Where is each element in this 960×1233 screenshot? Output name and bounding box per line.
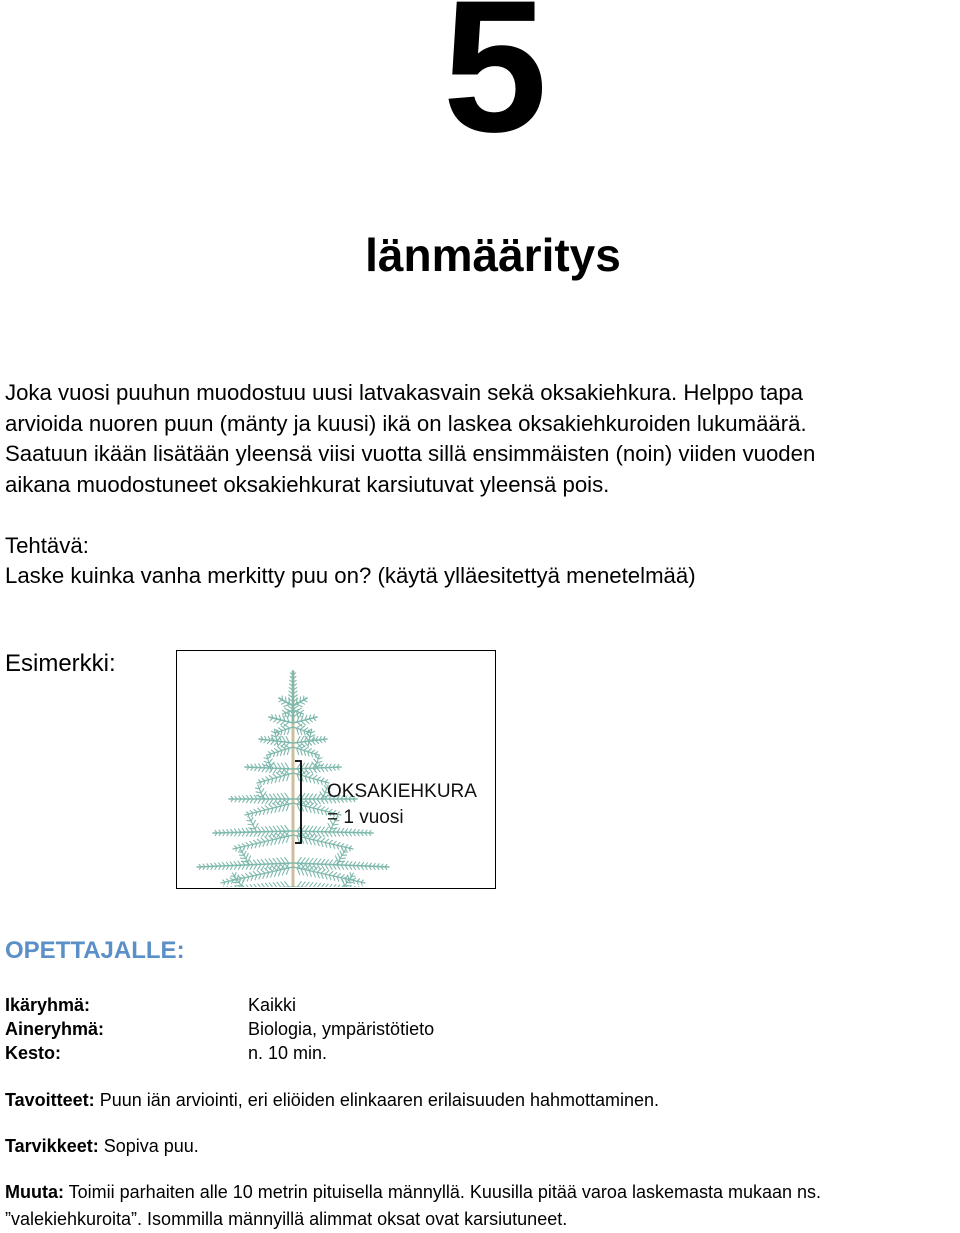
tree-needle xyxy=(250,885,254,887)
tree-needle xyxy=(321,807,325,810)
other-paragraph xyxy=(5,1179,960,1233)
tree-needle xyxy=(322,789,325,793)
tree-needle xyxy=(247,820,251,821)
tree-needle xyxy=(297,857,301,863)
tree-needle xyxy=(300,710,304,712)
tree-needle xyxy=(317,837,321,841)
goals-paragraph xyxy=(5,1087,960,1114)
tree-needle xyxy=(265,837,269,841)
tree-needle xyxy=(309,883,313,887)
tree-needle xyxy=(246,885,249,887)
tree-needle xyxy=(262,778,265,780)
tree-needle xyxy=(337,874,340,877)
tree-needle xyxy=(328,884,332,887)
tree-needle xyxy=(313,836,317,840)
tree-needle xyxy=(309,774,313,777)
tree-needle xyxy=(285,793,289,799)
tree-needle xyxy=(317,859,321,864)
tree-needle xyxy=(274,719,277,722)
intro-line: aikana muodostuneet oksakiehkurat karsiutuvat yleensä pois. xyxy=(5,471,610,497)
tree-needle xyxy=(297,882,301,887)
tree-needle xyxy=(321,884,325,887)
tree-needle xyxy=(269,883,273,887)
tree-needle xyxy=(258,808,261,811)
tree-needle xyxy=(254,840,257,843)
tree-needle xyxy=(304,728,308,731)
tree-needle xyxy=(321,838,325,842)
tree-needle xyxy=(308,749,312,752)
intro-line: arvioida nuoren puun (mänty ja kuusi) ikä on laskea oksakiehkuroiden lukumäärä. xyxy=(5,410,807,436)
page-title: länmääritys xyxy=(365,229,621,281)
tree-needle xyxy=(313,804,317,808)
tree-needle xyxy=(282,710,286,712)
tree-needle xyxy=(341,844,344,847)
tree-needle xyxy=(273,826,277,831)
meta-key: Kesto: xyxy=(5,1043,62,1063)
tree-needle xyxy=(284,724,289,728)
tree-needle xyxy=(266,777,269,780)
tree-needle xyxy=(265,859,269,864)
tree-needle xyxy=(285,857,289,863)
tree-needle xyxy=(277,826,281,831)
tree-needle xyxy=(309,719,312,722)
tree-needle xyxy=(279,700,283,702)
meta-value: n. 10 min. xyxy=(248,1043,328,1063)
tree-branch xyxy=(240,849,250,865)
tree-needle xyxy=(269,759,272,763)
tree-needle xyxy=(332,885,336,887)
tree-branch xyxy=(336,849,346,865)
goals-value: Puun iän arviointi, eri eliöiden elinkaaren erilaisuuden hahmottaminen. xyxy=(94,1090,660,1110)
tree-needle xyxy=(297,698,298,704)
tree-needle xyxy=(285,825,289,831)
tree-needle xyxy=(317,777,320,780)
meta-key: Aineryhmä: xyxy=(5,1019,105,1039)
tree-needle xyxy=(269,859,273,864)
tree-needle xyxy=(281,826,285,832)
supplies-value: Sopiva puu. xyxy=(98,1136,199,1156)
tree-needle xyxy=(269,804,273,808)
tree-needle xyxy=(304,747,308,750)
tree-needle xyxy=(314,759,317,763)
tree-needle xyxy=(265,806,269,809)
tree-needle xyxy=(277,858,281,863)
tree-needle xyxy=(317,883,321,887)
tree-needle xyxy=(325,870,329,874)
tree-needle xyxy=(258,884,262,887)
tree-needle xyxy=(273,883,277,887)
tree-needle xyxy=(254,809,257,812)
tree-needle xyxy=(309,858,313,863)
meta-value: Kaikki xyxy=(248,995,297,1015)
tree-needle xyxy=(281,702,286,704)
tree-needle xyxy=(278,747,282,750)
teacher-heading: OPETTAJALLE: xyxy=(5,937,185,964)
tree-needle xyxy=(261,807,265,810)
spruce-tree-image xyxy=(177,651,494,887)
tree-needle xyxy=(324,884,328,887)
tree-needle xyxy=(246,843,249,846)
tree-needle xyxy=(340,851,342,855)
task-label: Tehtävä: xyxy=(5,533,89,558)
tree-needle xyxy=(329,840,332,843)
tree-needle xyxy=(305,720,309,723)
tree-needle xyxy=(313,883,317,887)
tree-needle xyxy=(321,778,324,780)
tree-needle xyxy=(329,872,333,875)
tree-needle xyxy=(325,839,329,842)
spruce-tree-drawing xyxy=(183,671,403,887)
tree-needle xyxy=(253,872,257,875)
tree-needle xyxy=(265,883,269,887)
tree-needle xyxy=(235,873,236,877)
tree-needle xyxy=(261,869,265,873)
tree-needle xyxy=(289,698,290,704)
tree-needle xyxy=(259,786,261,789)
tree-needle xyxy=(250,841,253,844)
tree-needle xyxy=(276,773,281,777)
tree-needle xyxy=(244,851,246,855)
tree-needle xyxy=(253,820,255,825)
tree-needle xyxy=(261,838,265,842)
figure-label-year: = 1 vuosi xyxy=(327,807,404,828)
tree-needle xyxy=(309,826,313,831)
tree-needle xyxy=(254,884,258,887)
supplies-key: Tarvikkeet: xyxy=(5,1136,99,1156)
tree-needle xyxy=(336,885,339,887)
intro-line: Saatuun ikään lisätään yleensä viisi vuotta sillä ensimmäisten (noin) viiden vuoden xyxy=(5,441,816,466)
tree-needle xyxy=(350,873,351,877)
tree-needle xyxy=(257,870,261,874)
tree-needle xyxy=(340,885,343,887)
tree-needle xyxy=(304,700,308,702)
tree-needle xyxy=(278,728,282,731)
tree-needle xyxy=(262,884,266,887)
tree-needle xyxy=(315,752,318,754)
tree-needle xyxy=(285,882,289,887)
tree-needle xyxy=(305,882,309,887)
tree-needle xyxy=(277,720,281,723)
supplies-paragraph xyxy=(5,1133,960,1160)
tree-needle xyxy=(342,849,344,852)
tree-needle xyxy=(261,789,264,793)
tree-needle xyxy=(242,885,245,887)
tree-needle xyxy=(246,874,249,877)
tree-needle xyxy=(265,868,269,872)
tree-needle xyxy=(255,824,258,829)
tree-needle xyxy=(333,841,336,844)
tree-needle xyxy=(338,854,340,859)
tree-needle xyxy=(249,873,253,876)
tree-needle xyxy=(231,886,234,887)
tree-needle xyxy=(273,803,277,807)
tree-needle xyxy=(305,826,309,831)
tree-needle xyxy=(341,875,344,878)
tree-needle xyxy=(281,882,285,887)
tree-needle xyxy=(311,750,314,753)
tree-needle xyxy=(269,775,273,778)
task-text: Laske kuinka vanha merkitty puu on? (käytä ylläesitettyä menetelmää) xyxy=(5,563,696,588)
tree-needle xyxy=(242,849,244,852)
tree-needle xyxy=(273,858,277,863)
tree-needle xyxy=(242,844,245,847)
tree-needle xyxy=(281,858,285,864)
tree-needle xyxy=(281,793,285,799)
tree-needle xyxy=(313,859,317,864)
tree-needle xyxy=(301,882,305,887)
other-value-line2: ”valekiehkuroita”. Isommilla männyillä alimmat oksat ovat karsiutuneet. xyxy=(5,1209,568,1229)
tree-needle xyxy=(275,749,279,752)
figure-label-whorl: OKSAKIEHKURA xyxy=(327,781,477,802)
tree-needle xyxy=(313,775,317,778)
tree-needle xyxy=(271,750,274,753)
tree-needle xyxy=(277,882,281,887)
tree-needle xyxy=(317,806,321,809)
tree-needle xyxy=(317,868,321,872)
tree-needle xyxy=(257,839,261,842)
tree-needle xyxy=(333,873,337,876)
other-key: Muuta: xyxy=(5,1182,64,1202)
example-label: Esimerkki: xyxy=(5,650,116,677)
tree-needle xyxy=(305,858,309,863)
tree-needle xyxy=(305,773,310,777)
page-number: 5 xyxy=(442,0,548,171)
tree-needle xyxy=(352,886,355,887)
tree-needle xyxy=(309,803,313,807)
other-value-line1: Toimii parhaiten alle 10 metrin pituisella männyllä. Kuusilla pitää varoa laskemasta mukaan ns. xyxy=(63,1182,822,1202)
tree-needle xyxy=(269,836,273,840)
meta-key: Ikäryhmä: xyxy=(5,995,91,1015)
tree-needle xyxy=(248,824,253,825)
tree-needle xyxy=(273,774,277,777)
goals-key: Tavoitteet: xyxy=(5,1090,95,1110)
tree-needle xyxy=(242,875,245,878)
tree-needle xyxy=(321,869,325,873)
intro-line: Joka vuosi puuhun muodostuu uusi latvakasvain sekä oksakiehkura. Helppo tapa xyxy=(5,380,804,405)
meta-value: Biologia, ympäristötieto xyxy=(248,1019,435,1039)
tree-needle xyxy=(301,858,305,864)
tree-needle xyxy=(337,843,340,846)
tree-needle xyxy=(300,702,305,704)
tree-needle xyxy=(297,724,302,728)
intro-paragraph xyxy=(5,378,960,500)
tree-needle xyxy=(251,817,253,821)
tree-illustration xyxy=(176,650,496,889)
tree-needle xyxy=(246,854,248,859)
